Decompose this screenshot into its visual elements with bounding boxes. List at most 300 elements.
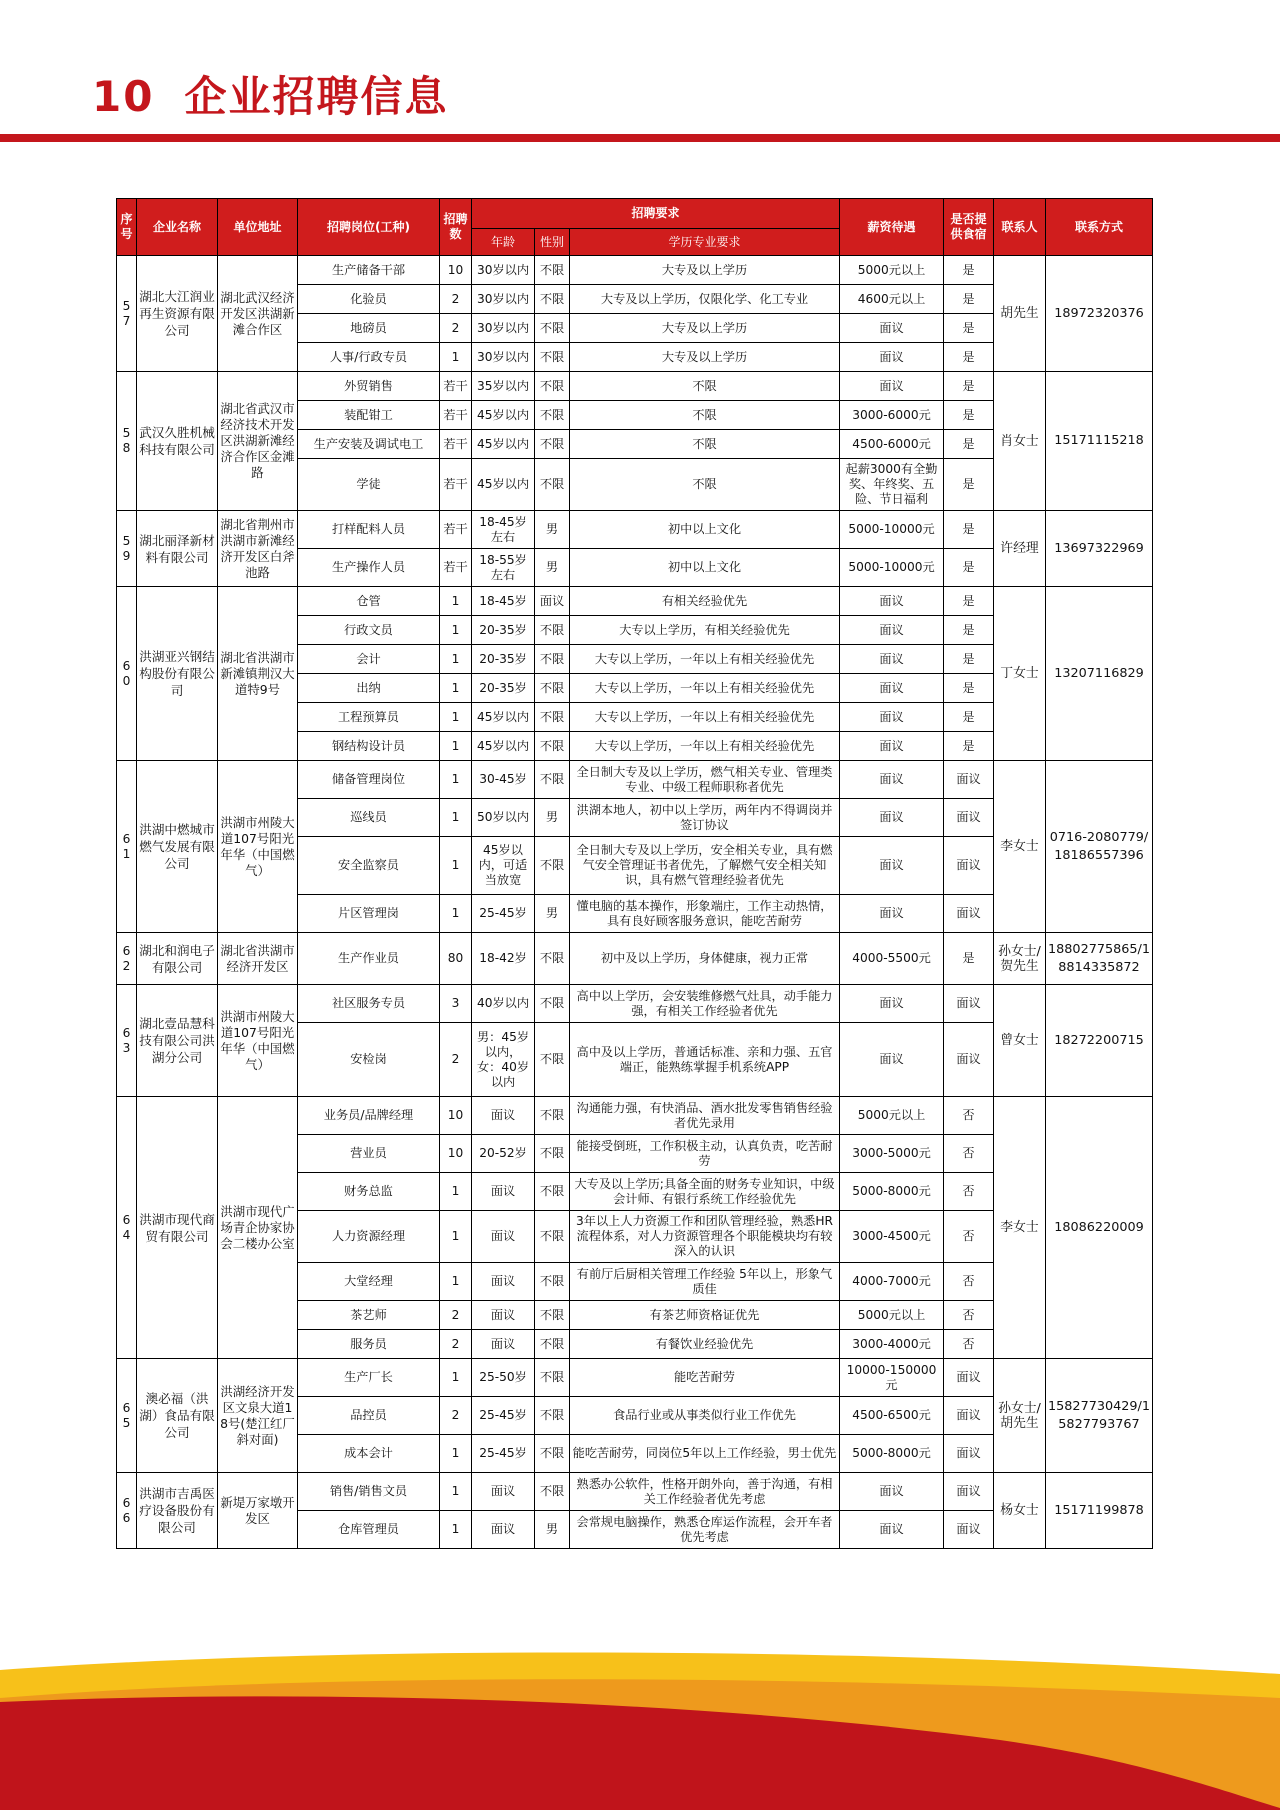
- job-gender: 不限: [535, 616, 570, 645]
- company-name: 洪湖亚兴钢结构股份有限公司: [137, 587, 218, 761]
- job-education: 大专以上学历，有相关经验优先: [570, 616, 840, 645]
- job-age: 25-45岁: [472, 1435, 535, 1473]
- contact-person: 孙女士/胡先生: [994, 1359, 1046, 1473]
- job-position: 打样配料人员: [298, 511, 440, 549]
- job-age: 20-52岁: [472, 1135, 535, 1173]
- job-count: 1: [440, 837, 472, 895]
- job-position: 人力资源经理: [298, 1211, 440, 1263]
- job-count: 1: [440, 703, 472, 732]
- job-count: 10: [440, 1097, 472, 1135]
- job-salary: 面议: [840, 587, 944, 616]
- contact-phone: 18972320376: [1046, 256, 1153, 372]
- contact-person: 曾女士: [994, 985, 1046, 1097]
- job-count: 1: [440, 1435, 472, 1473]
- job-count: 若干: [440, 401, 472, 430]
- contact-person: 杨女士: [994, 1473, 1046, 1549]
- company-address: 洪湖经济开发区文泉大道18号(楚江红厂斜对面): [218, 1359, 298, 1473]
- job-board: 是: [944, 372, 994, 401]
- contact-person: 肖女士: [994, 372, 1046, 511]
- job-age: 面议: [472, 1211, 535, 1263]
- contact-phone: 18086220009: [1046, 1097, 1153, 1359]
- company-seq: 59: [117, 511, 137, 587]
- job-education: 洪湖本地人，初中以上学历，两年内不得调岗并签订协议: [570, 799, 840, 837]
- job-count: 1: [440, 1511, 472, 1549]
- job-gender: 不限: [535, 430, 570, 459]
- job-salary: 4600元以上: [840, 285, 944, 314]
- job-salary: 5000元以上: [840, 1301, 944, 1330]
- job-age: 30-45岁: [472, 761, 535, 799]
- recruitment-table: [116, 198, 1153, 1549]
- job-education: 初中及以上学历，身体健康，视力正常: [570, 933, 840, 985]
- job-education: 大专及以上学历;具备全面的财务专业知识，中级会计师、有银行系统工作经验优先: [570, 1173, 840, 1211]
- job-board: 面议: [944, 1359, 994, 1397]
- company-name: 洪湖中燃城市燃气发展有限公司: [137, 761, 218, 933]
- job-board: 是: [944, 616, 994, 645]
- job-count: 1: [440, 587, 472, 616]
- job-age: 30岁以内: [472, 314, 535, 343]
- job-age: 45岁以内，可适当放宽: [472, 837, 535, 895]
- job-salary: 起薪3000有全勤奖、年终奖、五险、节日福利: [840, 459, 944, 511]
- job-gender: 男: [535, 799, 570, 837]
- job-position: 安检岗: [298, 1023, 440, 1097]
- job-board: 是: [944, 459, 994, 511]
- job-gender: 不限: [535, 285, 570, 314]
- job-gender: 不限: [535, 1301, 570, 1330]
- job-salary: 面议: [840, 761, 944, 799]
- job-salary: 面议: [840, 895, 944, 933]
- company-address: 洪湖市州陵大道107号阳光年华（中国燃气）: [218, 761, 298, 933]
- job-board: 面议: [944, 761, 994, 799]
- job-position: 生产安装及调试电工: [298, 430, 440, 459]
- company-name: 湖北大江润业再生资源有限公司: [137, 256, 218, 372]
- company-name: 湖北丽泽新材料有限公司: [137, 511, 218, 587]
- contact-person: 许经理: [994, 511, 1046, 587]
- job-salary: 面议: [840, 372, 944, 401]
- job-age: 20-35岁: [472, 645, 535, 674]
- job-count: 80: [440, 933, 472, 985]
- job-position: 巡线员: [298, 799, 440, 837]
- table-row: [117, 985, 1153, 1023]
- job-position: 大堂经理: [298, 1263, 440, 1301]
- job-gender: 不限: [535, 459, 570, 511]
- job-gender: 不限: [535, 343, 570, 372]
- job-count: 若干: [440, 511, 472, 549]
- job-position: 外贸销售: [298, 372, 440, 401]
- job-board: 否: [944, 1330, 994, 1359]
- job-education: 熟悉办公软件，性格开朗外向，善于沟通，有相关工作经验者优先考虑: [570, 1473, 840, 1511]
- table-row: [117, 587, 1153, 616]
- job-salary: 面议: [840, 1511, 944, 1549]
- job-gender: 不限: [535, 837, 570, 895]
- job-count: 1: [440, 1173, 472, 1211]
- company-address: 湖北省洪湖市经济开发区: [218, 933, 298, 985]
- job-position: 片区管理岗: [298, 895, 440, 933]
- job-education: 初中以上文化: [570, 549, 840, 587]
- job-count: 1: [440, 761, 472, 799]
- company-address: 洪湖市州陵大道107号阳光年华（中国燃气）: [218, 985, 298, 1097]
- job-gender: 不限: [535, 985, 570, 1023]
- header-salary: 薪资待遇: [840, 199, 944, 256]
- company-address: 湖北武汉经济开发区洪湖新滩合作区: [218, 256, 298, 372]
- table-row: [117, 511, 1153, 549]
- company-name: 洪湖市吉禹医疗设备股份有限公司: [137, 1473, 218, 1549]
- contact-person: 丁女士: [994, 587, 1046, 761]
- job-education: 不限: [570, 459, 840, 511]
- job-position: 成本会计: [298, 1435, 440, 1473]
- job-age: 50岁以内: [472, 799, 535, 837]
- job-position: 钢结构设计员: [298, 732, 440, 761]
- job-salary: 面议: [840, 837, 944, 895]
- page-number: 10: [92, 72, 155, 121]
- job-position: 业务员/品牌经理: [298, 1097, 440, 1135]
- header-requirements: 招聘要求: [472, 199, 840, 229]
- job-education: 初中以上文化: [570, 511, 840, 549]
- job-salary: 面议: [840, 645, 944, 674]
- job-position: 人事/行政专员: [298, 343, 440, 372]
- company-name: 湖北和润电子有限公司: [137, 933, 218, 985]
- job-salary: 5000-10000元: [840, 511, 944, 549]
- job-salary: 面议: [840, 1473, 944, 1511]
- table-row: [117, 1359, 1153, 1397]
- title-divider: [0, 134, 1280, 142]
- contact-phone: 18272200715: [1046, 985, 1153, 1097]
- job-education: 沟通能力强，有快消品、酒水批发零售销售经验者优先录用: [570, 1097, 840, 1135]
- job-age: 40岁以内: [472, 985, 535, 1023]
- job-count: 1: [440, 1211, 472, 1263]
- job-education: 有茶艺师资格证优先: [570, 1301, 840, 1330]
- page-heading: 企业招聘信息: [184, 72, 449, 121]
- job-education: 大专及以上学历: [570, 314, 840, 343]
- company-address: 洪湖市现代广场青企协家协会二楼办公室: [218, 1097, 298, 1359]
- job-position: 地磅员: [298, 314, 440, 343]
- job-age: 45岁以内: [472, 401, 535, 430]
- company-name: 澳必福（洪湖）食品有限公司: [137, 1359, 218, 1473]
- job-salary: 面议: [840, 616, 944, 645]
- job-education: 有前厅后厨相关管理工作经验 5年以上，形象气质佳: [570, 1263, 840, 1301]
- header-count: 招聘数: [440, 199, 472, 256]
- job-position: 出纳: [298, 674, 440, 703]
- contact-person: 李女士: [994, 1097, 1046, 1359]
- table-row: [117, 761, 1153, 799]
- job-count: 2: [440, 314, 472, 343]
- job-board: 是: [944, 314, 994, 343]
- job-board: 面议: [944, 1473, 994, 1511]
- job-age: 面议: [472, 1330, 535, 1359]
- job-education: 高中及以上学历，普通话标准、亲和力强、五官端正，能熟练掌握手机系统APP: [570, 1023, 840, 1097]
- job-salary: 面议: [840, 732, 944, 761]
- header-education: 学历专业要求: [570, 229, 840, 256]
- job-education: 全日制大专及以上学历，安全相关专业，具有燃气安全管理证书者优先，了解燃气安全相关知识，具有燃气管理经验者优先: [570, 837, 840, 895]
- job-salary: 4500-6500元: [840, 1397, 944, 1435]
- job-board: 否: [944, 1263, 994, 1301]
- contact-phone: 15171199878: [1046, 1473, 1153, 1549]
- job-count: 2: [440, 1330, 472, 1359]
- header-gender: 性别: [535, 229, 570, 256]
- page-title: [92, 64, 448, 124]
- job-board: 面议: [944, 985, 994, 1023]
- company-address: 湖北省武汉市经济技术开发区洪湖新滩经济合作区金滩路: [218, 372, 298, 511]
- table-row: [117, 256, 1153, 285]
- job-position: 社区服务专员: [298, 985, 440, 1023]
- job-board: 是: [944, 285, 994, 314]
- job-salary: 3000-4500元: [840, 1211, 944, 1263]
- company-seq: 61: [117, 761, 137, 933]
- job-salary: 4000-7000元: [840, 1263, 944, 1301]
- job-gender: 不限: [535, 372, 570, 401]
- header-company: 企业名称: [137, 199, 218, 256]
- job-age: 面议: [472, 1301, 535, 1330]
- job-salary: 面议: [840, 1023, 944, 1097]
- job-salary: 面议: [840, 314, 944, 343]
- job-age: 面议: [472, 1511, 535, 1549]
- job-age: 面议: [472, 1097, 535, 1135]
- job-gender: 不限: [535, 761, 570, 799]
- header-board: 是否提供食宿: [944, 199, 994, 256]
- job-count: 1: [440, 799, 472, 837]
- job-gender: 不限: [535, 1359, 570, 1397]
- job-position: 生产储备干部: [298, 256, 440, 285]
- job-salary: 面议: [840, 343, 944, 372]
- job-salary: 5000-10000元: [840, 549, 944, 587]
- job-count: 1: [440, 895, 472, 933]
- job-education: 能吃苦耐劳，同岗位5年以上工作经验，男士优先: [570, 1435, 840, 1473]
- job-salary: 5000元以上: [840, 1097, 944, 1135]
- job-education: 会常规电脑操作，熟悉仓库运作流程，会开车者优先考虑: [570, 1511, 840, 1549]
- job-board: 面议: [944, 837, 994, 895]
- contact-phone: 15827730429/15827793767: [1046, 1359, 1153, 1473]
- table-row: [117, 1473, 1153, 1511]
- job-board: 是: [944, 511, 994, 549]
- contact-phone: 13207116829: [1046, 587, 1153, 761]
- job-board: 是: [944, 645, 994, 674]
- company-seq: 65: [117, 1359, 137, 1473]
- company-seq: 62: [117, 933, 137, 985]
- company-seq: 64: [117, 1097, 137, 1359]
- job-gender: 不限: [535, 933, 570, 985]
- job-position: 销售/销售文员: [298, 1473, 440, 1511]
- job-gender: 不限: [535, 1023, 570, 1097]
- job-board: 否: [944, 1173, 994, 1211]
- job-board: 是: [944, 933, 994, 985]
- contact-person: 孙女士/贺先生: [994, 933, 1046, 985]
- job-age: 面议: [472, 1173, 535, 1211]
- recruitment-table-body: [117, 256, 1153, 1549]
- job-position: 生产厂长: [298, 1359, 440, 1397]
- job-position: 仓库管理员: [298, 1511, 440, 1549]
- job-gender: 不限: [535, 1173, 570, 1211]
- header-contact: 联系人: [994, 199, 1046, 256]
- job-gender: 不限: [535, 1397, 570, 1435]
- job-gender: 不限: [535, 1135, 570, 1173]
- job-education: 不限: [570, 372, 840, 401]
- header-phone: 联系方式: [1046, 199, 1153, 256]
- job-count: 1: [440, 1263, 472, 1301]
- job-count: 1: [440, 674, 472, 703]
- job-salary: 面议: [840, 985, 944, 1023]
- job-count: 若干: [440, 430, 472, 459]
- contact-phone: 13697322969: [1046, 511, 1153, 587]
- job-age: 面议: [472, 1263, 535, 1301]
- job-gender: 不限: [535, 674, 570, 703]
- job-count: 10: [440, 1135, 472, 1173]
- job-age: 30岁以内: [472, 285, 535, 314]
- job-education: 大专以上学历，一年以上有相关经验优先: [570, 703, 840, 732]
- job-position: 装配钳工: [298, 401, 440, 430]
- job-education: 能吃苦耐劳: [570, 1359, 840, 1397]
- job-board: 否: [944, 1097, 994, 1135]
- job-education: 能接受倒班，工作积极主动，认真负责，吃苦耐劳: [570, 1135, 840, 1173]
- job-age: 18-55岁左右: [472, 549, 535, 587]
- job-board: 是: [944, 256, 994, 285]
- job-position: 学徒: [298, 459, 440, 511]
- job-gender: 男: [535, 1511, 570, 1549]
- job-position: 茶艺师: [298, 1301, 440, 1330]
- job-gender: 不限: [535, 1330, 570, 1359]
- job-board: 面议: [944, 1397, 994, 1435]
- job-education: 大专以上学历，一年以上有相关经验优先: [570, 732, 840, 761]
- job-board: 面议: [944, 895, 994, 933]
- header-address: 单位地址: [218, 199, 298, 256]
- job-salary: 3000-4000元: [840, 1330, 944, 1359]
- job-board: 是: [944, 732, 994, 761]
- job-gender: 不限: [535, 645, 570, 674]
- job-board: 是: [944, 674, 994, 703]
- job-position: 工程预算员: [298, 703, 440, 732]
- job-salary: 4000-5500元: [840, 933, 944, 985]
- job-count: 1: [440, 645, 472, 674]
- header-seq: 序号: [117, 199, 137, 256]
- contact-person: 胡先生: [994, 256, 1046, 372]
- company-seq: 63: [117, 985, 137, 1097]
- job-age: 45岁以内: [472, 430, 535, 459]
- company-name: 洪湖市现代商贸有限公司: [137, 1097, 218, 1359]
- header-age: 年龄: [472, 229, 535, 256]
- job-count: 1: [440, 1473, 472, 1511]
- job-age: 25-45岁: [472, 895, 535, 933]
- contact-phone: 0716-2080779/18186557396: [1046, 761, 1153, 933]
- company-seq: 57: [117, 256, 137, 372]
- contact-person: 李女士: [994, 761, 1046, 933]
- job-board: 面议: [944, 1435, 994, 1473]
- job-education: 大专及以上学历，仅限化学、化工专业: [570, 285, 840, 314]
- job-salary: 10000-150000元: [840, 1359, 944, 1397]
- job-position: 生产作业员: [298, 933, 440, 985]
- company-seq: 60: [117, 587, 137, 761]
- job-age: 35岁以内: [472, 372, 535, 401]
- job-salary: 5000-8000元: [840, 1173, 944, 1211]
- job-board: 否: [944, 1135, 994, 1173]
- company-seq: 66: [117, 1473, 137, 1549]
- job-age: 25-45岁: [472, 1397, 535, 1435]
- job-board: 面议: [944, 1023, 994, 1097]
- job-age: 45岁以内: [472, 732, 535, 761]
- job-board: 是: [944, 430, 994, 459]
- table-row: [117, 1097, 1153, 1135]
- job-count: 2: [440, 1023, 472, 1097]
- job-position: 仓管: [298, 587, 440, 616]
- job-gender: 男: [535, 895, 570, 933]
- header-position: 招聘岗位(工种): [298, 199, 440, 256]
- job-salary: 面议: [840, 703, 944, 732]
- job-gender: 不限: [535, 401, 570, 430]
- job-salary: 面议: [840, 799, 944, 837]
- job-count: 10: [440, 256, 472, 285]
- table-row: [117, 372, 1153, 401]
- footer-decoration: [0, 1640, 1280, 1810]
- job-position: 品控员: [298, 1397, 440, 1435]
- job-gender: 不限: [535, 1097, 570, 1135]
- job-age: 面议: [472, 1473, 535, 1511]
- job-age: 18-42岁: [472, 933, 535, 985]
- company-address: 湖北省荆州市洪湖市新滩经济开发区白斧池路: [218, 511, 298, 587]
- job-board: 是: [944, 703, 994, 732]
- job-salary: 5000-8000元: [840, 1435, 944, 1473]
- job-position: 营业员: [298, 1135, 440, 1173]
- job-board: 否: [944, 1211, 994, 1263]
- job-board: 是: [944, 549, 994, 587]
- job-count: 若干: [440, 459, 472, 511]
- job-age: 30岁以内: [472, 256, 535, 285]
- job-gender: 面议: [535, 587, 570, 616]
- company-seq: 58: [117, 372, 137, 511]
- job-position: 服务员: [298, 1330, 440, 1359]
- job-age: 18-45岁: [472, 587, 535, 616]
- job-gender: 男: [535, 511, 570, 549]
- job-gender: 不限: [535, 1435, 570, 1473]
- job-age: 45岁以内: [472, 703, 535, 732]
- job-position: 生产操作人员: [298, 549, 440, 587]
- job-position: 财务总监: [298, 1173, 440, 1211]
- job-age: 20-35岁: [472, 674, 535, 703]
- contact-phone: 18802775865/18814335872: [1046, 933, 1153, 985]
- job-education: 高中以上学历，会安装维修燃气灶具，动手能力强，有相关工作经验者优先: [570, 985, 840, 1023]
- job-board: 面议: [944, 799, 994, 837]
- job-education: 有餐饮业经验优先: [570, 1330, 840, 1359]
- job-gender: 不限: [535, 256, 570, 285]
- job-education: 全日制大专及以上学历，燃气相关专业、管理类专业、中级工程师职称者优先: [570, 761, 840, 799]
- job-education: 大专以上学历，一年以上有相关经验优先: [570, 645, 840, 674]
- job-education: 大专以上学历，一年以上有相关经验优先: [570, 674, 840, 703]
- job-salary: 4500-6000元: [840, 430, 944, 459]
- job-gender: 不限: [535, 1263, 570, 1301]
- table-row: [117, 933, 1153, 985]
- job-age: 30岁以内: [472, 343, 535, 372]
- job-position: 储备管理岗位: [298, 761, 440, 799]
- job-education: 不限: [570, 430, 840, 459]
- job-count: 2: [440, 285, 472, 314]
- job-board: 是: [944, 587, 994, 616]
- job-gender: 不限: [535, 1473, 570, 1511]
- job-board: 是: [944, 343, 994, 372]
- job-count: 1: [440, 343, 472, 372]
- job-board: 否: [944, 1301, 994, 1330]
- job-salary: 5000元以上: [840, 256, 944, 285]
- job-gender: 男: [535, 549, 570, 587]
- job-age: 18-45岁左右: [472, 511, 535, 549]
- job-position: 安全监察员: [298, 837, 440, 895]
- job-gender: 不限: [535, 314, 570, 343]
- job-count: 2: [440, 1301, 472, 1330]
- job-gender: 不限: [535, 703, 570, 732]
- company-name: 湖北壹品慧科技有限公司洪湖分公司: [137, 985, 218, 1097]
- job-age: 45岁以内: [472, 459, 535, 511]
- job-age: 25-50岁: [472, 1359, 535, 1397]
- job-count: 1: [440, 616, 472, 645]
- job-position: 会计: [298, 645, 440, 674]
- company-address: 湖北省洪湖市新滩镇荆汉大道特9号: [218, 587, 298, 761]
- job-education: 大专及以上学历: [570, 256, 840, 285]
- job-salary: 面议: [840, 674, 944, 703]
